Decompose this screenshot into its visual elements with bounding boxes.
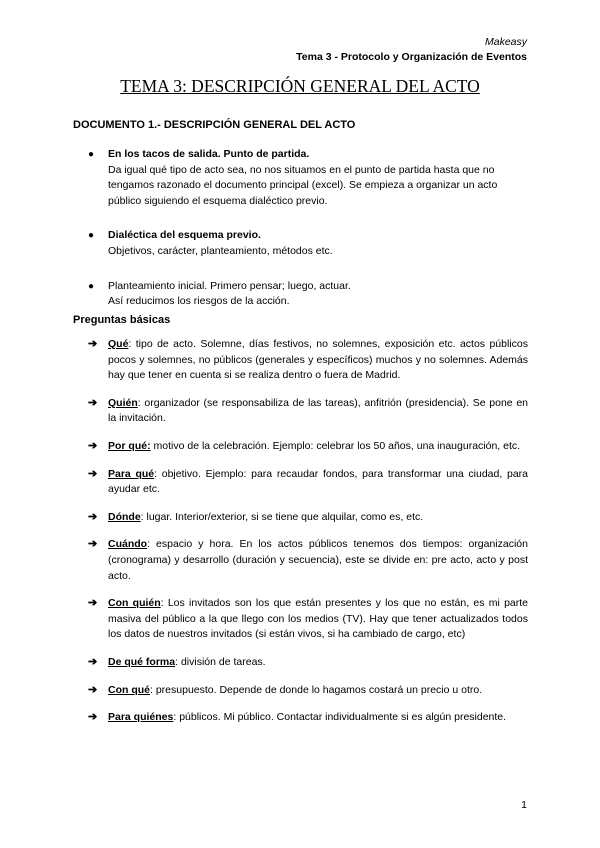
- bullet-item: [88, 228, 528, 259]
- bullet-item: [88, 279, 528, 310]
- arrow-icon: ➔: [88, 510, 98, 523]
- question-term: Qué: [108, 338, 129, 350]
- arrow-icon: ➔: [88, 439, 98, 452]
- question-text: : organizador (se responsabiliza de las tareas), anfitrión (presidencia). Se pone en la invitación.: [108, 396, 528, 425]
- question-item: [88, 510, 528, 526]
- question-term: Para quiénes: [108, 711, 174, 724]
- question-item: [88, 596, 528, 643]
- document-heading: DOCUMENTO 1.- DESCRIPCIÓN GENERAL DEL ACTO: [73, 119, 356, 131]
- arrow-icon: ➔: [88, 338, 98, 350]
- bullet-item: [88, 147, 528, 209]
- question-text: : tipo de acto. Solemne, días festivos, no solemnes, exposición etc. actos públicos pocos y solemnes, no públicos (generales y específicos) muchos y no solemnes. Además hay que tener en cuenta si se realiza dentro o fuera de Madrid.: [108, 338, 528, 382]
- header-subject: Tema 3 - Protocolo y Organización de Eventos: [296, 51, 527, 63]
- header-brand: Makeasy: [484, 36, 527, 48]
- question-item: [88, 683, 528, 699]
- questions-list: [88, 337, 528, 738]
- bullet-lead: En los tacos de salida. Punto de partida.: [108, 148, 310, 160]
- section-heading: Preguntas básicas: [73, 314, 171, 326]
- question-term: Dónde: [108, 510, 141, 523]
- question-text: : objetivo. Ejemplo: para recaudar fondos, para transformar una ciudad, para ayudar etc.: [108, 467, 528, 496]
- question-text: : lugar. Interior/exterior, si se tiene que alquilar, como es, etc.: [140, 510, 424, 523]
- question-text: : Los invitados son los que están presentes y los que no están, es mi parte masiva del público a la que llego con los medios (TV). Hay que tener actualizados todos los datos de nuestros invitados (si están vivos, si ha cambiado de cargo, etc): [108, 597, 529, 641]
- question-item: [88, 710, 528, 726]
- question-item: [88, 537, 528, 584]
- question-term: De qué forma: [108, 655, 176, 668]
- question-item: [88, 396, 528, 427]
- question-term: Con qué: [108, 683, 150, 696]
- bullet-icon: ●: [88, 280, 95, 292]
- page-number: 1: [521, 799, 527, 811]
- bullet-icon: ●: [88, 230, 95, 242]
- arrow-icon: ➔: [88, 711, 98, 724]
- question-term: Para qué: [108, 467, 155, 480]
- question-text: : presupuesto. Depende de donde lo hagamos costará un precio u otro.: [150, 683, 483, 696]
- question-text: motivo de la celebración. Ejemplo: celebrar los 50 años, una inauguración, etc.: [150, 439, 521, 452]
- question-text: : división de tareas.: [175, 655, 266, 668]
- question-item: [88, 337, 528, 384]
- bullet-text: Objetivos, carácter, planteamiento, métodos etc.: [108, 244, 333, 257]
- question-term: Con quién: [108, 597, 161, 610]
- bullet-lead: Dialéctica del esquema previo.: [108, 229, 261, 242]
- question-text: : públicos. Mi público. Contactar individualmente si es algún presidente.: [173, 711, 507, 724]
- question-item: [88, 467, 528, 498]
- arrow-icon: ➔: [88, 538, 98, 551]
- bullet-text: Planteamiento inicial. Primero pensar; luego, actuar.: [108, 279, 351, 292]
- arrow-icon: ➔: [88, 597, 98, 610]
- arrow-icon: ➔: [88, 683, 98, 696]
- bullet-text-2: Así reducimos los riesgos de la acción.: [108, 295, 290, 308]
- arrow-icon: ➔: [88, 396, 98, 409]
- question-term: Cuándo: [108, 538, 148, 551]
- question-item: [88, 439, 528, 455]
- page-title: TEMA 3: DESCRIPCIÓN GENERAL DEL ACTO: [120, 76, 480, 96]
- question-term: Quién: [108, 396, 138, 409]
- bullet-text: Da igual qué tipo de acto sea, no nos situamos en el punto de partida hasta que no tengamos razonado el documento principal (excel). Se empieza a organizar un acto público siguiendo el esquema dialéctico previo.: [108, 163, 498, 207]
- arrow-icon: ➔: [88, 467, 98, 480]
- question-term: Por qué:: [108, 439, 151, 452]
- bullet-icon: ●: [88, 149, 95, 160]
- bullet-list: [88, 147, 528, 329]
- question-item: [88, 655, 528, 671]
- arrow-icon: ➔: [88, 655, 98, 668]
- question-text: : espacio y hora. En los actos públicos tenemos dos tiempos: organización (cronograma) y desarrollo (duración y secuencia), este se divide en: pre acto, acto y post acto.: [108, 538, 528, 582]
